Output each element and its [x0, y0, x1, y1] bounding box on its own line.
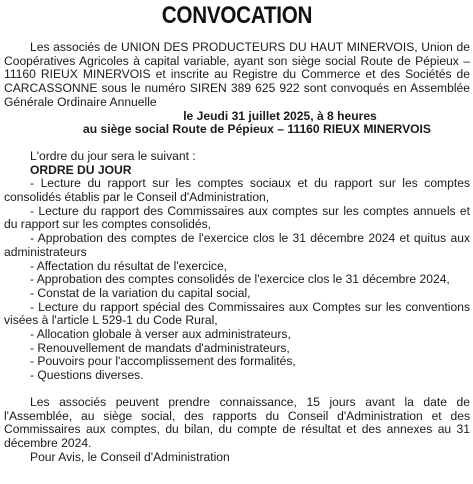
- signoff: Pour Avis, le Conseil d'Administration: [30, 449, 230, 464]
- agenda-item: - Lecture du rapport sur les comptes sociaux et du rapport sur les comptes consolidés établis par le Conseil d'Administration,: [4, 176, 470, 205]
- agenda-list: [4, 177, 470, 383]
- agenda-item: - Approbation des comptes consolidés de l'exercice clos le 31 décembre 2024,: [30, 272, 450, 287]
- notice-title: CONVOCATION: [161, 2, 313, 29]
- agenda-item: - Lecture du rapport spécial des Commissaires aux Comptes sur les conventions visées à l'article L 529-1 du Code Rural,: [4, 299, 470, 328]
- closing-paragraph: Les associés peuvent prendre connaissance, 15 jours avant la date de l'Assemblée, au siège social, des rapports du Conseil d'Administration et des Commissaires aux comptes, du bilan, du compte de résultat et des annexes au 31 décembre 2024.: [4, 394, 470, 450]
- meeting-details: [4, 110, 470, 137]
- meeting-date: le Jeudi 31 juillet 2025, à 8 heures: [183, 108, 377, 123]
- legal-notice: [4, 2, 470, 464]
- agenda-item: - Lecture du rapport des Commissaires aux comptes sur les comptes annuels et du rapport sur les comptes consolidés,: [4, 203, 470, 232]
- agenda-item: - Affectation du résultat de l'exercice,: [30, 258, 228, 273]
- agenda-item: - Allocation globale à verser aux administrateurs,: [30, 327, 291, 342]
- agenda-intro: L'ordre du jour sera le suivant :: [30, 148, 196, 163]
- agenda-item: - Approbation des comptes de l'exercice clos le 31 décembre 2024 et quitus aux administrateurs: [4, 231, 470, 259]
- agenda-heading: ORDRE DU JOUR: [30, 162, 132, 177]
- agenda-item: - Pouvoirs pour l'accomplissement des formalités,: [30, 354, 296, 369]
- agenda-item: - Constat de la variation du capital social,: [30, 285, 251, 300]
- agenda-item: - Renouvellement de mandats d'administrateurs,: [30, 340, 290, 355]
- agenda-item: - Questions diverses.: [30, 368, 144, 383]
- meeting-place: au siège social Route de Pépieux – 11160 RIEUX MINERVOIS: [83, 122, 431, 137]
- intro-paragraph: Les associés de UNION DES PRODUCTEURS DU HAUT MINERVOIS, Union de Coopératives Agricoles à capital variable, ayant son siège social Route de Pépieux – 11160 RIEUX MINERVOIS et inscrite au Registre du Commerce et des Sociétés de CARCASSONNE sous le numéro SIREN 389 625 922 sont convoqués en Assemblée Générale Ordinaire Annuelle: [4, 40, 470, 109]
